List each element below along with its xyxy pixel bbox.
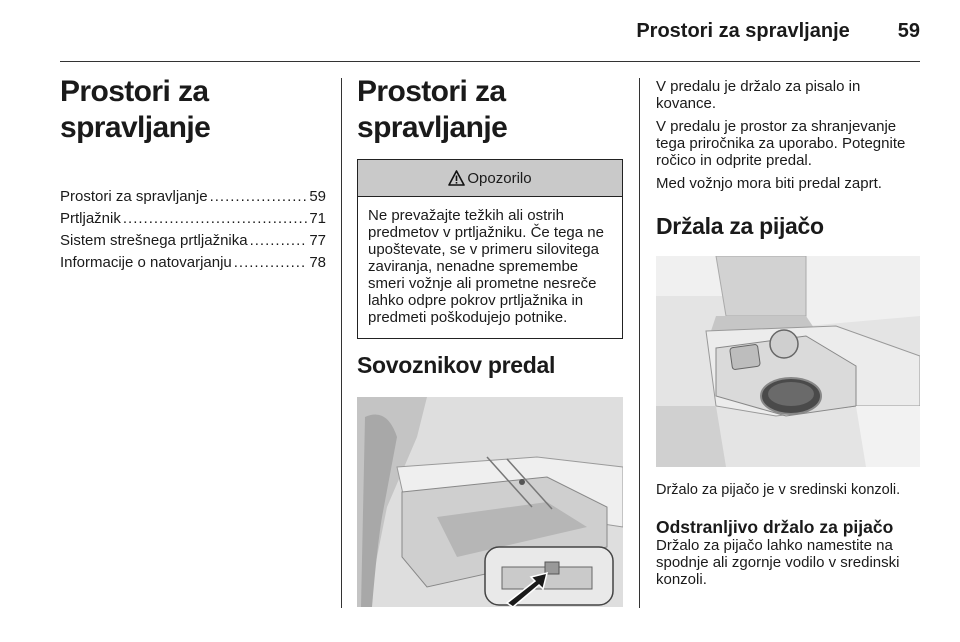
running-header-title: Prostori za spravljanje <box>636 20 850 42</box>
column-divider-1 <box>341 78 342 608</box>
running-header <box>636 20 920 43</box>
middle-column <box>357 74 623 607</box>
warning-body <box>358 197 622 338</box>
toc-entry-title: Prostori za spravljanje <box>60 188 208 205</box>
table-of-contents <box>60 186 326 274</box>
toc-entry-page: 71 <box>309 210 326 227</box>
warning-header <box>358 160 622 197</box>
header-rule <box>60 61 920 62</box>
toc-leader-dots <box>123 208 307 230</box>
warning-box <box>357 159 623 339</box>
right-column <box>656 78 922 588</box>
cupholder-illustration <box>656 256 920 467</box>
body-paragraph: Držalo za pijačo lahko namestite na spodnje ali zgornje vodilo v sredinski konzoli. <box>656 537 900 588</box>
toc-entry[interactable] <box>60 208 326 230</box>
warning-text: Ne prevažajte težkih ali ostrih predmetov v prtljažniku. Če tega ne upoštevate, se v primeru silovitega zaviranja, nenadne spremembe smeri vožnje ali prometne nesreče lahko odpre pokrov prtljažnika in predmeti poškodujejo potnike. <box>368 207 604 326</box>
section-title: Prostori za spravljanje <box>357 75 508 144</box>
toc-entry-title: Sistem strešnega prtljažnika <box>60 232 248 249</box>
toc-leader-dots <box>234 252 308 274</box>
chapter-column <box>60 74 326 274</box>
cupholder-heading: Držala za pijačo <box>656 213 824 239</box>
body-paragraph: Med vožnjo mora biti predal zaprt. <box>656 175 882 192</box>
column-divider-2 <box>639 78 640 608</box>
warning-triangle-icon <box>448 170 465 186</box>
toc-entry-page: 77 <box>309 232 326 249</box>
removable-cupholder-heading: Odstranljivo držalo za pijačo <box>656 517 894 537</box>
body-paragraph: V predalu je prostor za shranjevanje tega priročnika za uporabo. Potegnite ročico in odprite predal. <box>656 118 906 169</box>
toc-entry-title: Informacije o natovarjanju <box>60 254 232 271</box>
glovebox-photo <box>357 397 623 607</box>
toc-entry[interactable] <box>60 186 326 208</box>
photo-caption: Držalo za pijačo je v sredinski konzoli. <box>656 482 901 498</box>
warning-title: Opozorilo <box>467 169 532 187</box>
toc-entry[interactable] <box>60 230 326 252</box>
cupholder-photo <box>656 256 920 467</box>
toc-leader-dots <box>210 186 308 208</box>
toc-entry-page: 78 <box>309 254 326 271</box>
body-paragraph: V predalu je držalo za pisalo in kovance. <box>656 78 861 112</box>
toc-entry[interactable] <box>60 252 326 274</box>
page-number: 59 <box>897 20 920 42</box>
chapter-title: Prostori za spravljanje <box>60 75 211 144</box>
toc-entry-page: 59 <box>309 188 326 205</box>
glovebox-heading: Sovoznikov predal <box>357 352 556 378</box>
toc-leader-dots <box>250 230 308 252</box>
glovebox-illustration <box>357 397 623 607</box>
toc-entry-title: Prtljažnik <box>60 210 121 227</box>
